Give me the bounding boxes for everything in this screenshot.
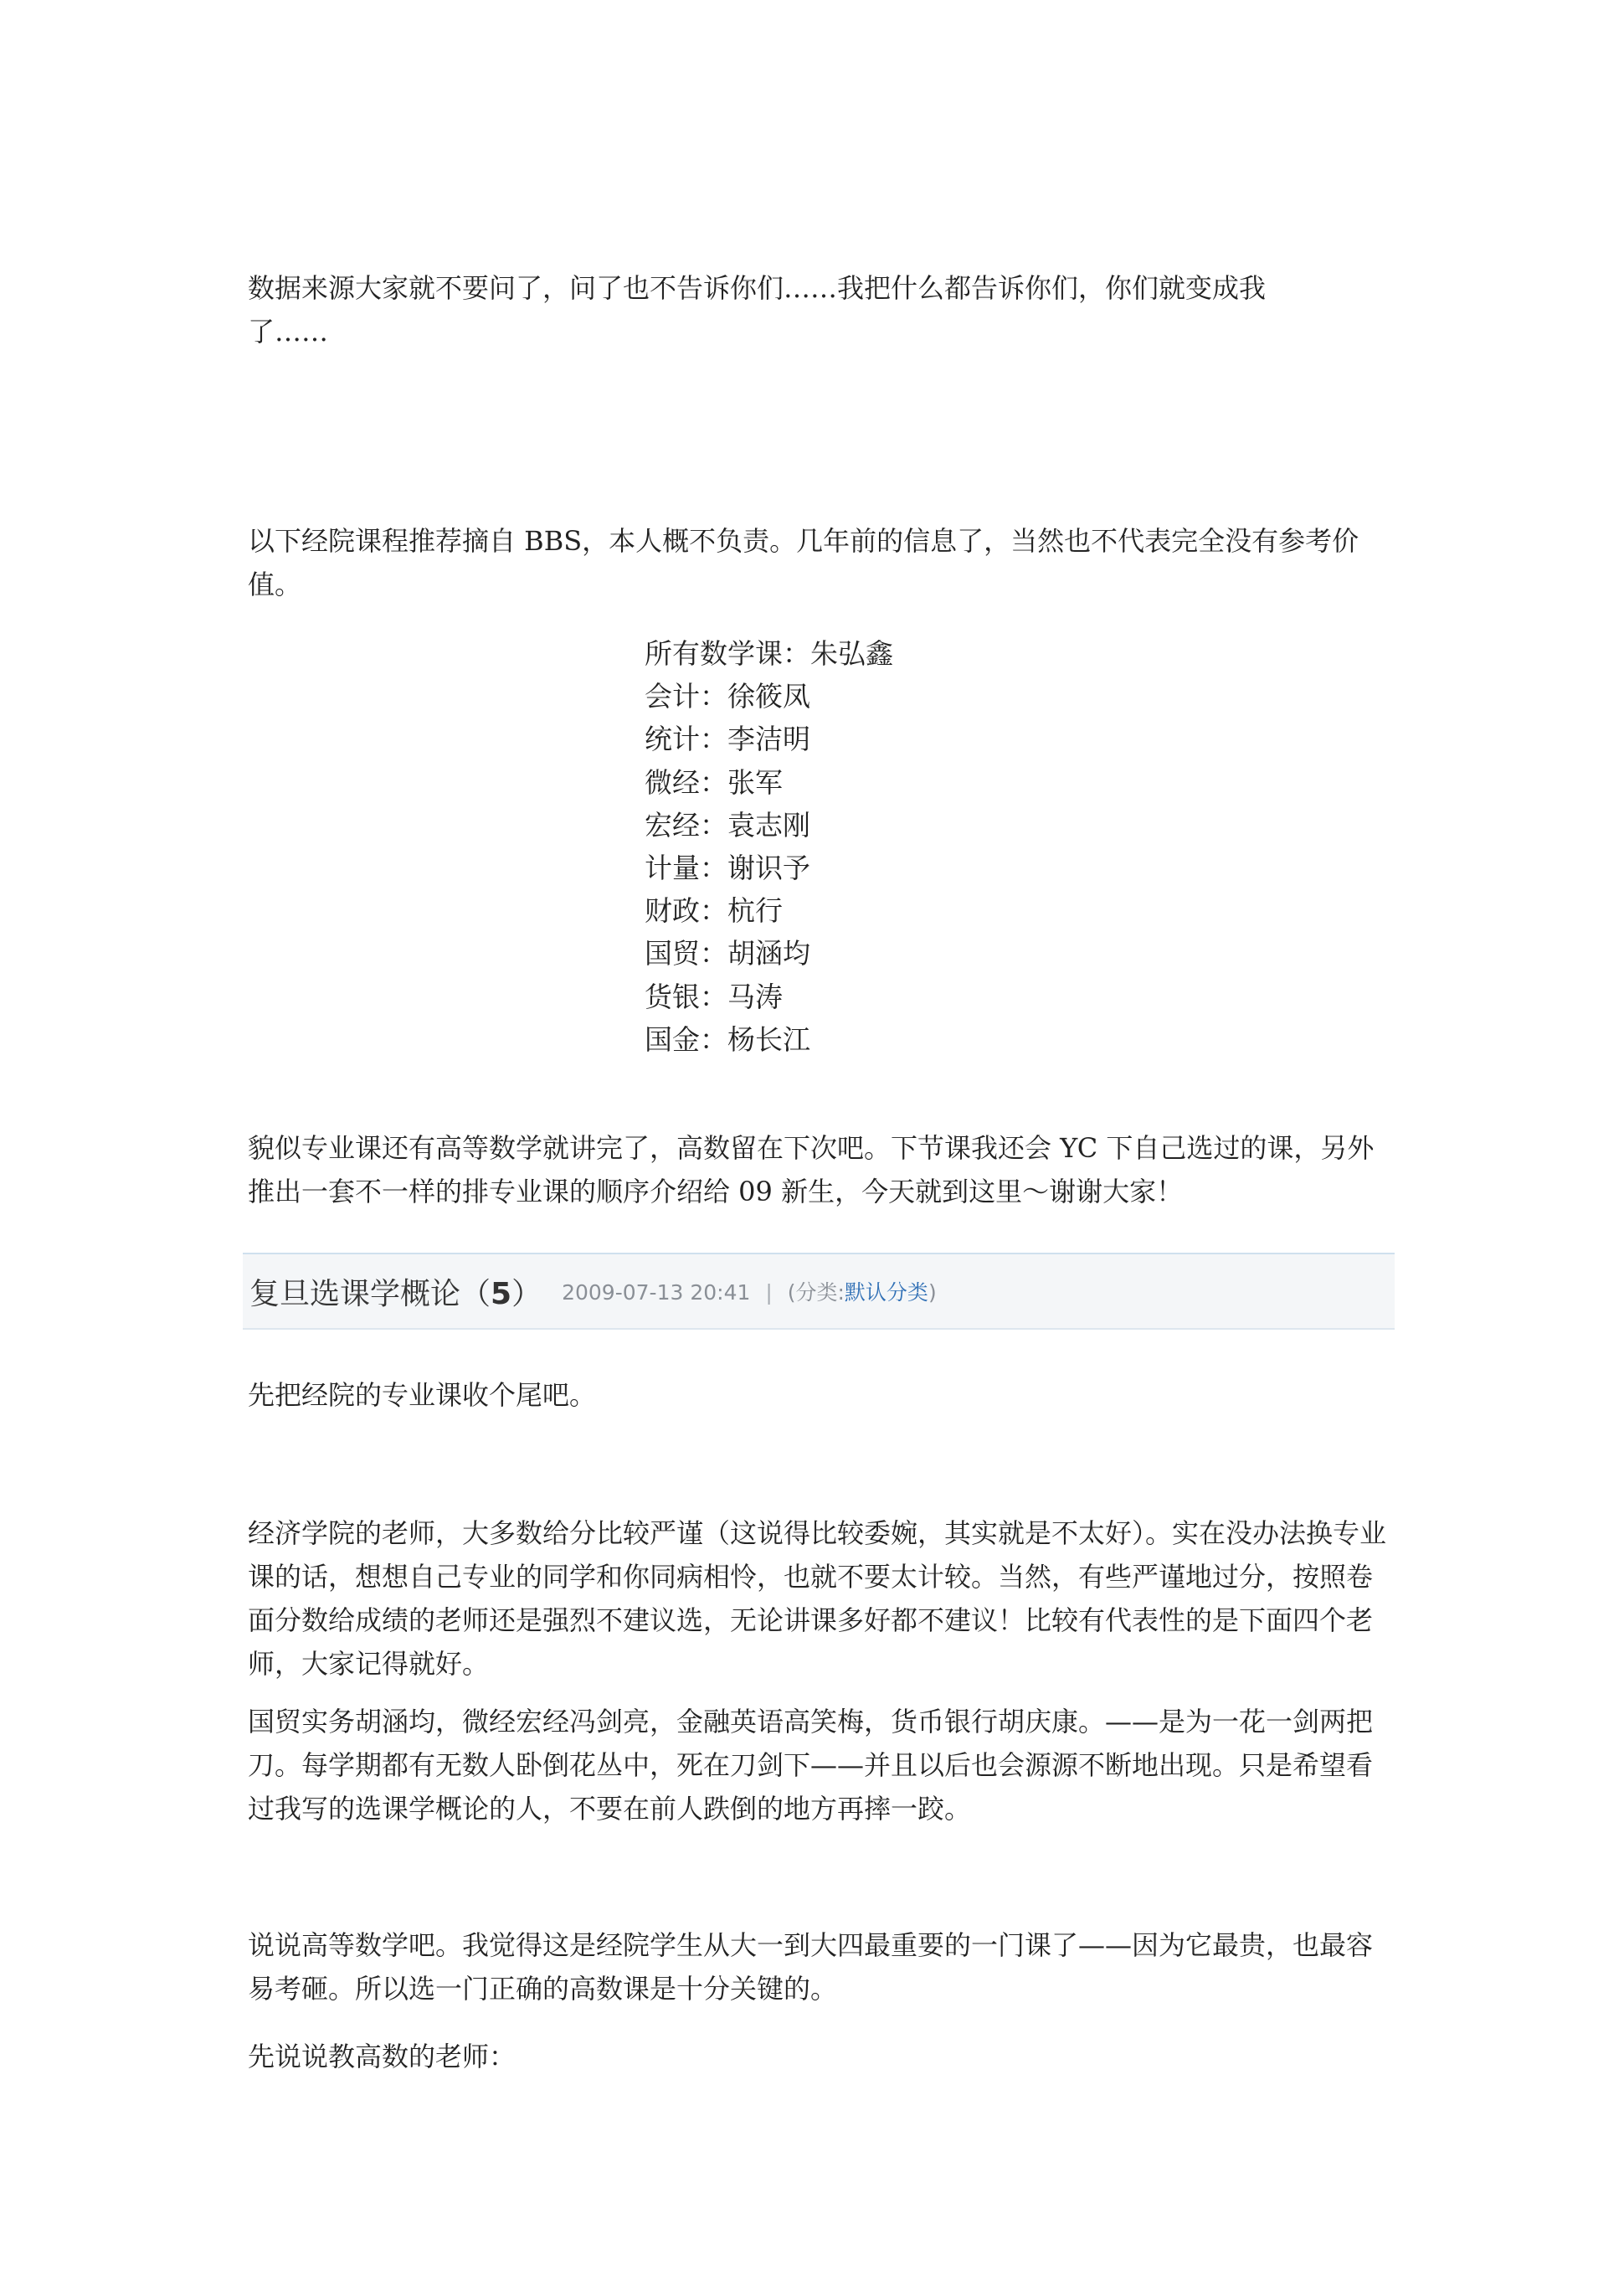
body-paragraph-2: 经济学院的老师，大多数给分比较严谨（这说得比较委婉，其实就是不太好）。实在没办法换专业课的话，想想自己专业的同学和你同病相怜，也就不要太计较。当然，有些严谨地过分，按照卷面分数给成绩的老师还是强烈不建议选，无论讲课多好都不建议！比较有代表性的是下面四个老师，大家记得就好。: [248, 1517, 1387, 1680]
intro-line-1: 数据来源大家就不要问了，问了也不告诉你们……我把什么都告诉你们，你们就变成我: [248, 272, 1267, 304]
category-close: ): [928, 1280, 937, 1305]
list-item: 国金：杨长江: [645, 1022, 810, 1056]
post-header: [243, 1253, 1395, 1330]
intro-paragraph: [248, 266, 1396, 353]
list-item: 所有数学课：朱弘鑫: [645, 637, 893, 670]
list-item: 计量：谢识予: [645, 852, 810, 885]
list-item: 财政：杭行: [645, 894, 783, 928]
body-paragraph-4: 说说高等数学吧。我觉得这是经院学生从大一到大四最重要的一门课了——因为它最贵，也最容易考砸。所以选一门正确的高数课是十分关键的。: [248, 1929, 1374, 2005]
teacher-list: [645, 632, 893, 1061]
category-open: (分类:: [787, 1280, 845, 1305]
post-date: 2009-07-13: [562, 1280, 684, 1305]
list-item: 货银：马涛: [645, 980, 783, 1013]
body-paragraph-5: 先说说教高数的老师：: [248, 2041, 516, 2072]
list-item: 宏经：袁志刚: [645, 808, 810, 842]
post-title[interactable]: 复旦选课学概论（5）: [249, 1276, 542, 1311]
list-item: 统计：李洁明: [645, 723, 810, 756]
recommend-intro-paragraph: 以下经院课程推荐摘自 BBS，本人概不负责。几年前的信息了，当然也不代表完全没有参考价值。: [248, 525, 1359, 600]
body-paragraph-3: 国贸实务胡涵均，微经宏经冯剑亮，金融英语高笑梅，货币银行胡庆康。——是为一花一剑两把刀。每学期都有无数人卧倒花丛中，死在刀剑下——并且以后也会源源不断地出现。只是希望看过我写的选课学概论的人，不要在前人跌倒的地方再摔一跤。: [248, 1706, 1374, 1825]
meta-separator: |: [765, 1280, 773, 1305]
list-item: 国贸：胡涵均: [645, 937, 810, 970]
post-time: 20:41: [690, 1280, 751, 1305]
post-meta: [562, 1276, 937, 1306]
list-item: 微经：张军: [645, 765, 783, 799]
list-item: 会计：徐筱凤: [645, 680, 810, 713]
intro-line-2: 了……: [248, 316, 329, 347]
body-paragraph-1: 先把经院的专业课收个尾吧。: [248, 1379, 597, 1411]
closing-paragraph: 貌似专业课还有高等数学就讲完了，高数留在下次吧。下节课我还会 YC 下自己选过的课，另外推出一套不一样的排专业课的顺序介绍给 09 新生，今天就到这里～谢谢大家！: [248, 1132, 1375, 1207]
category-link[interactable]: 默认分类: [844, 1280, 928, 1305]
